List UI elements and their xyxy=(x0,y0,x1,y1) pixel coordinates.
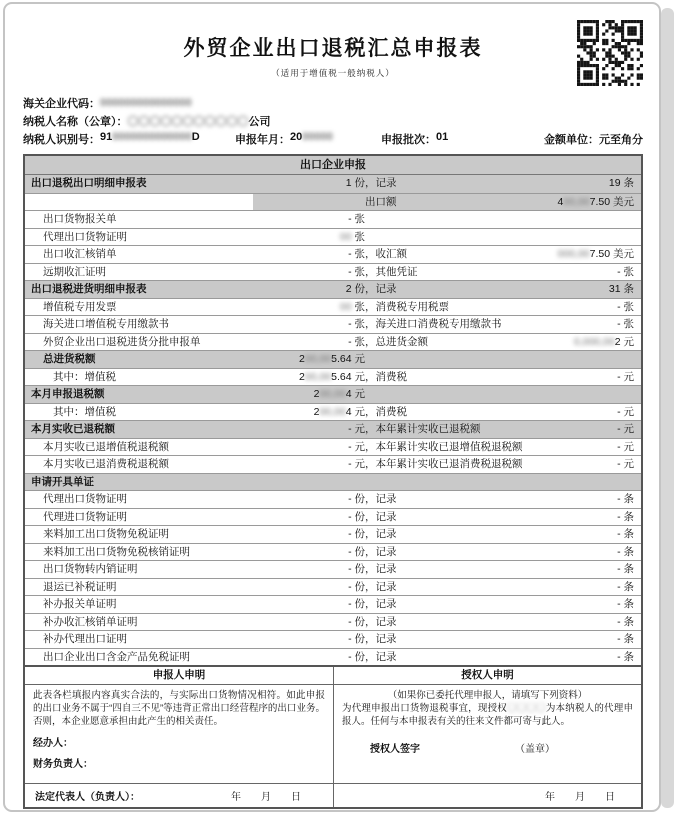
unit-group xyxy=(544,131,643,147)
text-segment: - 元 xyxy=(348,458,365,470)
row-secondary-value xyxy=(617,299,641,316)
row-amount xyxy=(253,596,365,613)
text-segment: - 张 xyxy=(617,318,634,330)
text-segment: - 条 xyxy=(617,615,634,628)
row-secondary-label: ，记录 xyxy=(365,545,397,558)
signature-section xyxy=(23,667,643,809)
text-segment: - 条 xyxy=(617,510,634,523)
table-row xyxy=(25,298,641,316)
period-value xyxy=(290,131,333,147)
table-row xyxy=(25,315,641,333)
taxpayer-id-line xyxy=(23,130,643,148)
legal-rep-line xyxy=(25,783,333,807)
row-item-label: 代理进口货物证明 xyxy=(43,510,127,523)
row-amount xyxy=(253,579,365,596)
declaration-table xyxy=(23,154,643,667)
row-secondary-label xyxy=(365,229,634,246)
table-row xyxy=(25,438,641,456)
redacted-value: 00,00 xyxy=(304,370,332,383)
row-secondary-label: ，海关进口消费税专用缴款书 xyxy=(365,318,502,330)
row-amount xyxy=(253,316,365,333)
row-amount xyxy=(253,631,365,648)
text-segment: 为本纳税人的代理申报人。任何与本申报表有关的往来文件都可寄与此人。 xyxy=(342,703,633,727)
row-amount xyxy=(253,614,365,631)
qr-code xyxy=(577,20,643,86)
authorizer-sign-label: 授权人签字 xyxy=(370,744,420,755)
redacted-value: 00,00 xyxy=(563,195,590,208)
row-secondary-value xyxy=(617,456,641,473)
text-segment: 4 元 xyxy=(345,405,365,418)
taxpayer-name-value xyxy=(128,113,271,129)
text-segment: - 份 xyxy=(348,580,365,593)
table-row xyxy=(25,630,641,648)
taxpayer-name-label: 纳税人名称（公章）： xyxy=(23,116,128,128)
row-amount xyxy=(253,211,365,228)
row-amount xyxy=(253,456,365,473)
text-segment: 公司 xyxy=(248,116,271,128)
row-item-label: 海关进口增值税专用缴款书 xyxy=(43,318,169,330)
text-segment: - 条 xyxy=(617,633,634,645)
table-row xyxy=(25,385,641,403)
text-segment: - 份 xyxy=(348,633,365,645)
row-secondary-value xyxy=(634,211,641,228)
row-item-label: 总进货税额 xyxy=(43,353,96,365)
text-segment: - 元 xyxy=(617,405,634,418)
text-segment: - 条 xyxy=(617,650,634,663)
redacted-value: 00,00 xyxy=(319,388,346,400)
row-secondary-label: ，本年累计实收已退税额 xyxy=(365,423,481,435)
authorizer-date-line xyxy=(333,783,641,807)
text-segment: - 张 xyxy=(348,265,365,278)
text-segment: 20 xyxy=(290,131,303,143)
redacted-value: 00 xyxy=(339,230,352,243)
row-amount xyxy=(253,421,365,438)
table-section-header: 出口企业申报 xyxy=(25,156,641,175)
row-secondary-label: ，记录 xyxy=(365,528,397,540)
row-secondary-value xyxy=(558,246,641,263)
table-row xyxy=(25,455,641,473)
row-secondary-label: ，记录 xyxy=(365,283,397,295)
row-secondary-label xyxy=(365,351,634,368)
row-secondary-value xyxy=(617,316,641,333)
text-segment: - 张 xyxy=(348,335,365,348)
row-item-label: 补办报关单证明 xyxy=(43,598,117,610)
scan-edge-shadow xyxy=(661,8,674,808)
row-amount xyxy=(253,439,365,456)
row-secondary-value xyxy=(617,264,641,281)
row-secondary-label: ，消费税 xyxy=(365,370,407,383)
text-segment: - 元 xyxy=(617,458,634,470)
redacted-value: 0000000000000 xyxy=(112,131,192,143)
row-secondary-label: ，消费税 xyxy=(365,405,407,418)
row-secondary-label: ，记录 xyxy=(365,510,397,523)
handler-line xyxy=(33,734,325,749)
row-secondary-label: ，记录 xyxy=(365,580,397,593)
table-row xyxy=(25,578,641,596)
row-secondary-value xyxy=(617,596,641,613)
finance-line xyxy=(33,755,325,770)
table-row xyxy=(25,368,641,386)
row-secondary-label: ，收汇额 xyxy=(365,248,407,260)
row-amount xyxy=(253,386,365,403)
row-secondary-label xyxy=(365,474,634,491)
row-item-label: 出口货物报关单 xyxy=(43,213,117,225)
table-row xyxy=(25,560,641,578)
row-item-label: 申请开具单证 xyxy=(31,475,94,488)
table-subsection-row xyxy=(25,473,641,491)
declarant-statement-body xyxy=(25,685,333,783)
text-segment: 01 xyxy=(436,131,449,143)
text-segment: 19 条 xyxy=(608,177,634,189)
table-row xyxy=(25,613,641,631)
text-segment: - 元 xyxy=(617,370,634,383)
text-segment: - 份 xyxy=(348,615,365,628)
redacted-value: 00000 xyxy=(302,131,333,143)
redacted-value: 000,00 xyxy=(557,248,590,260)
row-item-label: 其中：增值税 xyxy=(53,405,116,418)
row-amount xyxy=(253,281,365,298)
row-secondary-value xyxy=(617,544,641,561)
row-item-label: 退运已补税证明 xyxy=(43,580,117,593)
table-row xyxy=(25,648,641,666)
row-amount xyxy=(253,509,365,526)
document-header xyxy=(23,22,643,94)
text-segment: 5.64 元 xyxy=(331,370,365,383)
row-secondary-label: 出口额 xyxy=(365,194,558,211)
table-row xyxy=(25,245,641,263)
row-secondary-label: ，记录 xyxy=(365,563,397,575)
page-subtitle: （适用于增值税一般纳税人） xyxy=(271,68,395,78)
period-label: 申报年月： xyxy=(235,134,290,146)
row-secondary-value xyxy=(574,334,641,351)
text-segment: 2 xyxy=(299,370,305,383)
declarant-statement-title: 申报人申明 xyxy=(25,667,333,685)
text-segment: - 张 xyxy=(617,265,634,278)
text-segment: 7.50 美元 xyxy=(589,195,634,208)
row-amount xyxy=(253,351,365,368)
redacted-value: 〇〇〇〇〇〇〇〇〇〇〇 xyxy=(127,116,249,128)
text-segment: 为代理申报出口货物退税事宜，现授权 xyxy=(342,703,507,714)
text-segment: 2 xyxy=(313,405,320,418)
page-title: 外贸企业出口退税汇总申报表 xyxy=(183,37,483,60)
row-secondary-label: ，其他凭证 xyxy=(365,265,418,278)
authorizer-statement-text xyxy=(342,702,633,728)
batch-value xyxy=(436,131,448,147)
row-item-label: 出口退税进货明细申报表 xyxy=(31,283,147,295)
text-segment: 5.64 元 xyxy=(331,353,365,365)
authorizer-statement-title: 授权人申明 xyxy=(333,667,641,685)
text-segment: - 条 xyxy=(617,528,634,540)
row-item-label: 补办收汇核销单证明 xyxy=(43,615,138,628)
row-secondary-label xyxy=(365,211,634,228)
text-segment: 1 份 xyxy=(345,177,365,189)
declarant-statement-text: 此表各栏填报内容真实合法的，与实际出口货物情况相符。如此申报的出口业务不属于“四自三不见”等违背正常出口经营程序的出口业务。否则，本企业愿意承担由此产生的相关责任。 xyxy=(33,690,325,727)
row-secondary-label: ，记录 xyxy=(365,598,397,610)
text-segment: 张 xyxy=(351,300,365,313)
row-secondary-label: ，记录 xyxy=(365,615,397,628)
row-item-label: 出口收汇核销单 xyxy=(43,248,117,260)
text-segment: 2 xyxy=(299,353,305,365)
batch-label: 申报批次： xyxy=(381,134,436,146)
table-row xyxy=(25,543,641,561)
row-secondary-value xyxy=(617,509,641,526)
row-item-label: 增值税专用发票 xyxy=(43,300,117,313)
row-amount xyxy=(253,544,365,561)
row-amount xyxy=(253,649,365,666)
text-segment: 张 xyxy=(351,230,365,243)
redacted-value: 00,00 xyxy=(319,405,346,418)
text-segment: - 份 xyxy=(348,528,365,540)
row-secondary-value xyxy=(617,439,641,456)
row-secondary-value xyxy=(634,386,641,403)
info-section xyxy=(23,94,643,148)
text-segment: - 份 xyxy=(348,510,365,523)
text-segment: - 份 xyxy=(348,545,365,558)
customs-code-label: 海关企业代码： xyxy=(23,98,100,110)
text-segment: 91 xyxy=(100,131,113,143)
row-item-label: 本月实收已退增值税退税额 xyxy=(43,440,169,453)
row-amount xyxy=(253,369,365,386)
text-segment: - 条 xyxy=(617,580,634,593)
row-amount xyxy=(253,474,365,491)
batch-group xyxy=(381,131,448,147)
row-secondary-value xyxy=(617,631,641,648)
redacted-value: 00 xyxy=(339,300,352,313)
row-secondary-value xyxy=(617,404,641,421)
unit-value xyxy=(599,131,643,147)
row-item-label: 代理出口货物证明 xyxy=(43,493,127,505)
redacted-value: 0,000,00 xyxy=(573,335,615,348)
row-item-label: 本月申报退税额 xyxy=(31,388,105,400)
table-row xyxy=(25,263,641,281)
row-secondary-value xyxy=(617,614,641,631)
text-segment: - 份 xyxy=(348,598,365,610)
text-segment: 2 元 xyxy=(614,335,634,348)
text-segment: 7.50 美元 xyxy=(589,248,634,260)
row-item-label xyxy=(25,194,253,211)
text-segment: 4 元 xyxy=(345,388,365,400)
table-row xyxy=(25,595,641,613)
row-item-label: 远期收汇证明 xyxy=(43,265,106,278)
row-secondary-value xyxy=(617,491,641,508)
row-secondary-value xyxy=(558,194,641,211)
row-amount xyxy=(253,194,365,211)
redacted-value: 〇〇〇〇 xyxy=(507,703,546,714)
taxpayer-id-value xyxy=(100,131,200,147)
table-row xyxy=(25,210,641,228)
row-amount xyxy=(253,334,365,351)
row-item-label: 来料加工出口货物免税核销证明 xyxy=(43,545,190,558)
text-segment: - 条 xyxy=(617,493,634,505)
row-item-label: 出口企业出口含金产品免税证明 xyxy=(43,650,190,663)
row-amount xyxy=(253,404,365,421)
table-row xyxy=(25,350,641,368)
handler-label: 经办人： xyxy=(33,738,73,749)
finance-label: 财务负责人： xyxy=(33,759,93,770)
row-item-label: 补办代理出口证明 xyxy=(43,633,127,645)
row-secondary-label: ，记录 xyxy=(365,633,397,645)
row-secondary-value xyxy=(634,229,641,246)
text-segment: - 张 xyxy=(348,318,365,330)
unit-label: 金额单位： xyxy=(544,134,599,146)
text-segment: 4 xyxy=(557,195,564,208)
text-segment: - 条 xyxy=(617,598,634,610)
row-item-label: 出口退税出口明细申报表 xyxy=(31,177,147,189)
text-segment: - 份 xyxy=(348,650,365,663)
row-secondary-value xyxy=(617,526,641,543)
row-secondary-value xyxy=(609,175,641,193)
row-secondary-label: ，消费税专用税票 xyxy=(365,300,449,313)
redacted-value: 00,00 xyxy=(304,353,332,365)
row-secondary-label: ，记录 xyxy=(365,493,397,505)
table-body xyxy=(25,175,641,665)
row-item-label: 本月实收已退消费税退税额 xyxy=(43,458,169,470)
text-segment: 元至角分 xyxy=(599,134,643,146)
text-segment: 31 条 xyxy=(608,283,634,295)
text-segment: 2 份 xyxy=(345,283,365,295)
text-segment: - 张 xyxy=(617,300,634,313)
row-amount xyxy=(253,246,365,263)
row-amount xyxy=(253,561,365,578)
authorizer-statement-body xyxy=(333,685,641,783)
row-secondary-value xyxy=(634,351,641,368)
legal-rep-date: 年 月 日 xyxy=(231,792,301,803)
document-sheet xyxy=(3,2,661,812)
row-secondary-value xyxy=(617,561,641,578)
row-item-label: 来料加工出口货物免税证明 xyxy=(43,528,169,540)
customs-code-value xyxy=(100,97,192,109)
authorizer-note: （如果你已委托代理申报人，请填写下列资料） xyxy=(387,690,588,701)
row-secondary-label: ，本年累计实收已退消费税退税额 xyxy=(365,458,523,470)
row-amount xyxy=(253,175,365,193)
text-segment: - 份 xyxy=(348,563,365,575)
taxpayer-id-group xyxy=(23,131,235,147)
row-secondary-value xyxy=(617,649,641,666)
row-item-label: 出口货物转内销证明 xyxy=(43,563,138,575)
table-row xyxy=(25,525,641,543)
text-segment: - 元 xyxy=(617,440,634,453)
table-row xyxy=(25,403,641,421)
row-secondary-value xyxy=(617,579,641,596)
row-amount xyxy=(253,526,365,543)
row-secondary-value xyxy=(617,369,641,386)
period-group xyxy=(235,131,381,147)
table-row xyxy=(25,193,641,211)
row-amount xyxy=(253,491,365,508)
table-row xyxy=(25,508,641,526)
table-row xyxy=(25,333,641,351)
text-segment: - 元 xyxy=(617,423,634,435)
row-item-label: 其中：增值税 xyxy=(53,370,116,383)
row-secondary-label: ，总进货金额 xyxy=(365,335,428,348)
table-row xyxy=(25,280,641,298)
redacted-value: 000000000000000 xyxy=(100,97,192,109)
text-segment: - 条 xyxy=(617,545,634,558)
table-row xyxy=(25,490,641,508)
row-amount xyxy=(253,264,365,281)
customs-code-line xyxy=(23,94,643,112)
text-segment: - 元 xyxy=(348,423,365,435)
table-row xyxy=(25,228,641,246)
row-item-label: 代理出口货物证明 xyxy=(43,230,127,243)
seal-label: （盖章） xyxy=(515,744,555,755)
legal-rep-label: 法定代表人（负责人）： xyxy=(35,792,140,803)
text-segment: - 张 xyxy=(348,248,365,260)
text-segment: - 元 xyxy=(348,440,365,453)
taxpayer-id-label: 纳税人识别号： xyxy=(23,134,100,146)
text-segment: D xyxy=(191,131,200,143)
row-item-label: 本月实收已退税额 xyxy=(31,423,115,435)
row-secondary-value xyxy=(609,281,641,298)
table-row xyxy=(25,175,641,193)
row-secondary-value xyxy=(617,421,641,438)
taxpayer-name-line xyxy=(23,112,643,130)
text-segment: 2 xyxy=(313,388,320,400)
row-secondary-value xyxy=(634,474,641,491)
table-row xyxy=(25,420,641,438)
row-secondary-label: ，本年累计实收已退增值税退税额 xyxy=(365,440,523,453)
authorizer-sign-line xyxy=(342,740,633,755)
row-secondary-label xyxy=(365,386,634,403)
text-segment: - 份 xyxy=(348,493,365,505)
row-secondary-label: ，记录 xyxy=(365,650,397,663)
row-item-label: 外贸企业出口退税进货分批申报单 xyxy=(43,335,201,348)
row-amount xyxy=(253,299,365,316)
text-segment: - 张 xyxy=(348,213,365,225)
authorizer-date: 年 月 日 xyxy=(545,792,615,803)
row-amount xyxy=(253,229,365,246)
row-secondary-label: ，记录 xyxy=(365,177,397,189)
text-segment: - 条 xyxy=(617,563,634,575)
